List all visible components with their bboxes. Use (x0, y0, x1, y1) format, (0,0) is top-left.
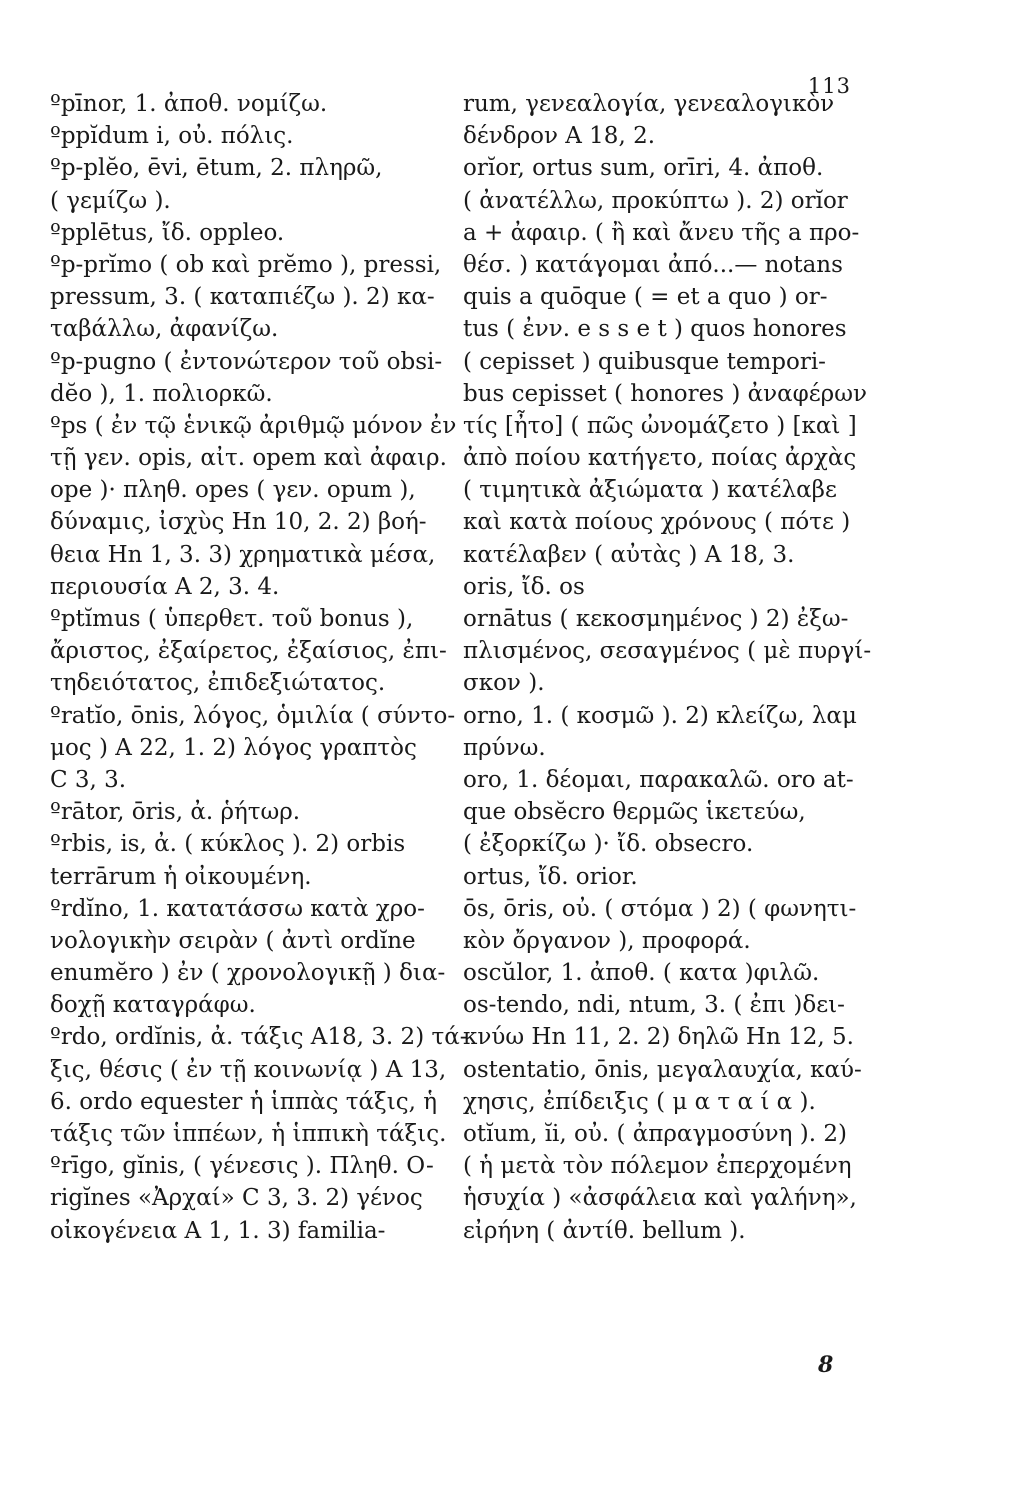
right-line: καὶ κατὰ ποίους χρόνους ( πότε ) (463, 509, 851, 536)
right-line: a + ἀφαιρ. ( ἢ καὶ ἄνευ τῆς a προ- (463, 219, 860, 246)
right-line: χησις, ἐπίδειξις ( μ α τ α ί α ). (463, 1088, 816, 1115)
right-line: ( cepisset ) quibusque tempori- (463, 348, 826, 375)
left-line: ºrdĭno, 1. κατατάσσω κατὰ χρο- (50, 895, 425, 922)
left-line: τάξις τῶν ἱππέων, ἡ ἱππικὴ τάξις. (50, 1121, 447, 1147)
right-line: εἰρήνη ( ἀντίθ. bellum ). (463, 1217, 746, 1244)
left-line: ºptĭmus ( ὑπερθετ. τοῦ bonus ), (50, 606, 414, 632)
left-line: ( γεμίζω ). (50, 187, 171, 214)
left-line: δύναμις, ἰσχὺς Hn 10, 2. 2) βοή- (50, 509, 427, 536)
left-line: rigĭnes «Ἀρχαί» C 3, 3. 2) γένος (50, 1185, 423, 1212)
right-line: oscŭlor, 1. ἀποθ. ( κατα )φιλῶ. (463, 960, 820, 987)
right-line: κνύω Hn 11, 2. 2) δηλῶ Hn 12, 5. (463, 1024, 854, 1051)
right-line: os-tendo, ndi, ntum, 3. ( ἐπι )δει- (463, 992, 845, 1019)
page-number: 113 (807, 74, 851, 98)
left-line: ºpplētus, ἴδ. oppleo. (50, 219, 285, 246)
left-line: ºrbis, is, ἀ. ( κύκλος ). 2) orbis (50, 831, 406, 858)
right-line: ἡσυχία ) «ἀσφάλεια καὶ γαλήνη», (463, 1185, 857, 1212)
right-line: κὸν ὄργανον ), προφορά. (463, 927, 751, 954)
left-line: νολογικὴν σειρὰν ( ἀντὶ ordĭne (50, 927, 416, 954)
right-line: ortus, ἴδ. orior. (463, 863, 638, 890)
right-line: θέσ. ) κατάγομαι ἀπό...— notans (463, 251, 843, 278)
left-line: enumĕro ) ἐν ( χρονολογικῇ ) δια- (50, 960, 446, 987)
right-line: que obsĕcro θερμῶς ἱκετεύω, (463, 799, 806, 826)
left-line: ºratĭo, ōnis, λόγος, ὁμιλία ( σύντο- (50, 702, 456, 729)
right-line: orno, 1. ( κοσμῶ ). 2) κλείζω, λαμ (463, 702, 857, 729)
right-line: τίς [ἦτο] ( πῶς ὠνομάζετο ) [καὶ ] (463, 412, 857, 439)
right-line: orĭor, ortus sum, orīri, 4. ἀποθ. (463, 155, 824, 182)
right-line: ornātus ( κεκοσμημένος ) 2) ἐξω- (463, 606, 849, 632)
left-line: ºrdo, ordĭnis, ἀ. τάξις A18, 3. 2) τά- (50, 1024, 468, 1051)
left-line: terrārum ἡ οἰκουμένη. (50, 863, 312, 890)
right-column (463, 88, 883, 1247)
left-line: ἄριστος, ἐξαίρετος, ἐξαίσιος, ἐπι- (50, 638, 447, 665)
right-line: κατέλαβεν ( αὐτὰς ) A 18, 3. (463, 541, 795, 568)
right-line: oro, 1. δέομαι, παρακαλῶ. oro at- (463, 766, 854, 793)
left-line: ope )· πληθ. opes ( γεν. opum ), (50, 477, 416, 504)
right-line: ( ἀνατέλλω, προκύπτω ). 2) orĭor (463, 187, 848, 214)
right-line: ostentatio, ōnis, μεγαλαυχία, καύ- (463, 1056, 862, 1083)
right-line: ἀπὸ ποίου κατήγετο, ποίας ἀρχὰς (463, 445, 857, 472)
left-line: ºppĭdum i, οὐ. πόλις. (50, 123, 294, 150)
right-line: otĭum, ĭi, οὐ. ( ἀπραγμοσύνη ). 2) (463, 1121, 847, 1147)
left-line: ºpīnor, 1. ἀποθ. νομίζω. (50, 91, 328, 117)
left-line: ºrātor, ōris, ἀ. ῥήτωρ. (50, 799, 301, 826)
right-line: σκον ). (463, 670, 545, 697)
right-line: ( ἡ μετὰ τὸν πόλεμον ἐπερχομένη (463, 1153, 852, 1180)
right-line: tus ( ἐνν. e s s e t ) quos honores (463, 316, 847, 343)
left-line: τηδειότατος, ἐπιδεξιώτατος. (50, 670, 386, 697)
left-line: 6. ordo equester ἡ ἱππὰς τάξις, ἡ (50, 1088, 437, 1115)
left-line: pressum, 3. ( καταπιέζω ). 2) κα- (50, 284, 435, 311)
signature-mark: 8 (818, 1352, 834, 1378)
left-line: dĕo ), 1. πολιορκῶ. (50, 380, 273, 407)
right-line: bus cepisset ( honores ) ἀναφέρων (463, 380, 867, 407)
left-line: μος ) A 22, 1. 2) λόγος γραπτὸς (50, 734, 417, 761)
right-line: quis a quōque ( = et a quo ) or- (463, 284, 828, 311)
left-line: ºp-pugno ( ἐντονώτερον τοῦ obsi- (50, 348, 443, 375)
right-line: δένδρον A 18, 2. (463, 123, 656, 150)
right-line: ōs, ōris, οὐ. ( στόμα ) 2) ( φωνητι- (463, 895, 857, 922)
right-line: ( ἐξορκίζω )· ἴδ. obsecro. (463, 831, 754, 858)
right-line: πλισμένος, σεσαγμένος ( μὲ πυργί- (463, 638, 872, 665)
left-line: τῇ γεν. opis, αἰτ. opem καὶ ἀφαιρ. (50, 445, 447, 472)
right-line: oris, ἴδ. os (463, 573, 585, 600)
left-line: ξις, θέσις ( ἐν τῇ κοινωνίᾳ ) A 13, (50, 1056, 447, 1083)
left-line: ºp-plĕo, ēvi, ētum, 2. πληρῶ, (50, 155, 383, 182)
right-line: ( τιμητικὰ ἀξιώματα ) κατέλαβε (463, 477, 837, 504)
left-line: ταβάλλω, ἀφανίζω. (50, 316, 279, 343)
right-line: πρύνω. (463, 734, 546, 761)
left-line: περιουσία A 2, 3. 4. (50, 573, 280, 600)
left-line: θεια Hn 1, 3. 3) χρηματικὰ μέσα, (50, 541, 436, 568)
left-line: δοχῇ καταγράφω. (50, 992, 256, 1019)
left-line: ºps ( ἐν τῷ ἑνικῷ ἀριθμῷ μόνον ἐν (50, 412, 457, 439)
left-line: οἰκογένεια A 1, 1. 3) familia- (50, 1217, 386, 1244)
left-line: ºp-prĭmo ( ob καὶ prĕmo ), pressi, (50, 251, 442, 278)
left-line: C 3, 3. (50, 766, 127, 793)
left-line: ºrīgo, gĭnis, ( γένεσις ). Πληθ. O- (50, 1153, 434, 1180)
left-column (50, 88, 468, 1247)
right-line: rum, γενεαλογία, γενεαλογικὸν (463, 91, 835, 117)
